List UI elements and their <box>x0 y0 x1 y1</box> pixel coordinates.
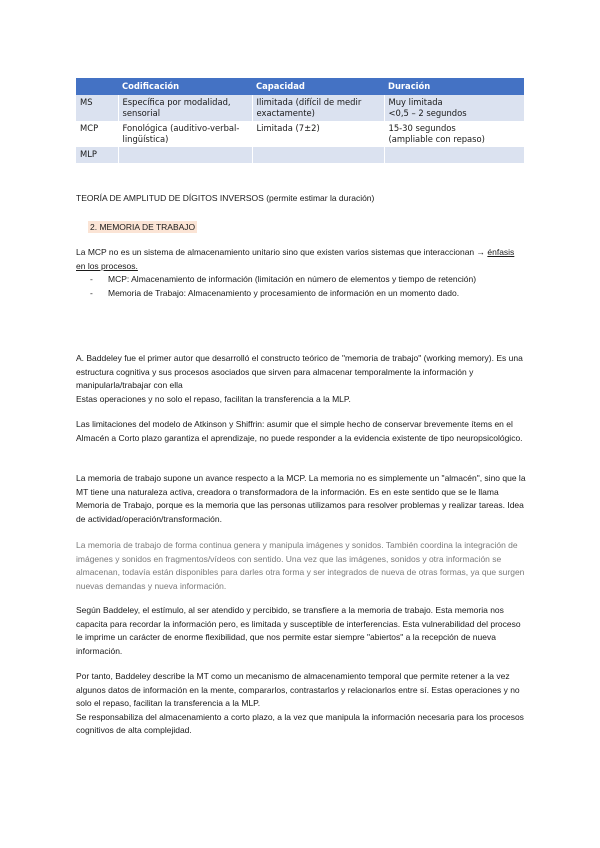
table-header-cell <box>76 78 118 95</box>
list-item <box>76 273 526 287</box>
paragraph-gray: La memoria de trabajo de forma continua genera y manipula imágenes y sonidos. También coordina la integración de imágenes y sonidos en fragmentos/vídeos con sentido. Una vez que las imágenes, sonidos y otra información se almacenan, todavía están disponibles para darles otra forma y ser integrados de nueva de otras formas, ya que surgen nuevas demandas y nueva información. <box>76 540 525 591</box>
table-cell: Ilimitada (difícil de medir exactamente) <box>252 95 384 121</box>
intro-emphasis: énfasis en los procesos. <box>76 247 515 271</box>
paragraph-portanto <box>76 670 526 738</box>
table-cell: Muy limitada <0,5 – 2 segundos <box>384 95 524 121</box>
paragraph-segun: Según Baddeley, el estímulo, al ser atendido y percibido, se transfiere a la memoria de trabajo. Esta memoria nos capacita para recordar la información pero, es limitada y susceptible de interferencias. Esta vulnerabilidad del proceso le imprime un carácter de enorme flexibilidad, que nos permite estar siempre "abiertos" a la recepción de nueva información. <box>76 605 521 656</box>
paragraph-text: Estas operaciones y no solo el repaso, facilitan la transferencia a la MLP. <box>76 393 351 404</box>
table-row <box>76 95 524 121</box>
table-header-row <box>76 78 524 95</box>
table-header-cell: Duración <box>384 78 524 95</box>
paragraph-limitaciones: Las limitaciones del modelo de Atkinson y Shiffrin: asumir que el simple hecho de conservar brevemente ítems en el Almacén a Corto plazo garantiza el aprendizaje, no puede responder a la evidencia existente de tipo neuropsicológico. <box>76 419 523 443</box>
section-heading: 2. MEMORIA DE TRABAJO <box>90 222 196 232</box>
table-cell: Fonológica (auditivo-verbal-lingüística) <box>118 121 252 147</box>
intro-text: La MCP no es un sistema de almacenamiento unitario sino que existen varios sistemas que interaccionan → <box>76 247 488 257</box>
table-cell: MCP <box>76 121 118 147</box>
list-item-text: MCP: Almacenamiento de información (limitación en número de elementos y tiempo de retención) <box>108 274 477 284</box>
bullet-marker: - <box>90 287 93 298</box>
intro-paragraph <box>76 246 526 273</box>
list-item-text: Memoria de Trabajo: Almacenamiento y procesamiento de información en un momento dado. <box>108 287 460 298</box>
table-header-cell: Capacidad <box>252 78 384 95</box>
table-cell <box>252 147 384 163</box>
table-cell <box>384 147 524 163</box>
paragraph-text: A. Baddeley fue el primer autor que desarrolló el constructo teórico de "memoria de trabajo" (working memory). Es una estructura cognitiva y sus procesos asociados que sirven para almacenar temporalmente la información y manipularla/trabajar con ella <box>76 353 523 391</box>
theory-line: TEORÍA DE AMPLITUD DE DÍGITOS INVERSOS (permite estimar la duración) <box>76 193 375 203</box>
table-row <box>76 121 524 147</box>
paragraph-baddeley <box>76 352 526 406</box>
table-cell: Específica por modalidad, sensorial <box>118 95 252 121</box>
paragraph-text: Se responsabiliza del almacenamiento a corto plazo, a la vez que manipula la información necesaria para los procesos cognitivos de alta complejidad. <box>76 711 524 736</box>
paragraph-text: Por tanto, Baddeley describe la MT como un mecanismo de almacenamiento temporal que permite retener a la vez algunos datos de información en la mente, compararlos, contrastarlos y relacionarlos entre sí. Estas operaciones y no solo el repaso, facilitan la transferencia a la MLP. <box>76 671 520 709</box>
bullet-marker: - <box>90 274 93 284</box>
bullet-list <box>76 273 526 300</box>
list-item <box>76 287 526 301</box>
table-cell <box>118 147 252 163</box>
table-row <box>76 147 524 163</box>
table-header-cell: Codificación <box>118 78 252 95</box>
table-cell: Limitada (7±2) <box>252 121 384 147</box>
table-cell: MLP <box>76 147 118 163</box>
table-cell: MS <box>76 95 118 121</box>
paragraph-avance: La memoria de trabajo supone un avance respecto a la MCP. La memoria no es simplemente un "almacén", sino que la MT tiene una naturaleza activa, creadora o transformadora de la información. Es en este sentido que se le llama Memoria de Trabajo, porque es la memoria que las personas utilizamos para resolver problemas y realizar tareas. Idea de actividad/operación/transformación. <box>76 473 526 524</box>
memory-types-table <box>76 78 524 163</box>
table-cell: 15-30 segundos (ampliable con repaso) <box>384 121 524 147</box>
